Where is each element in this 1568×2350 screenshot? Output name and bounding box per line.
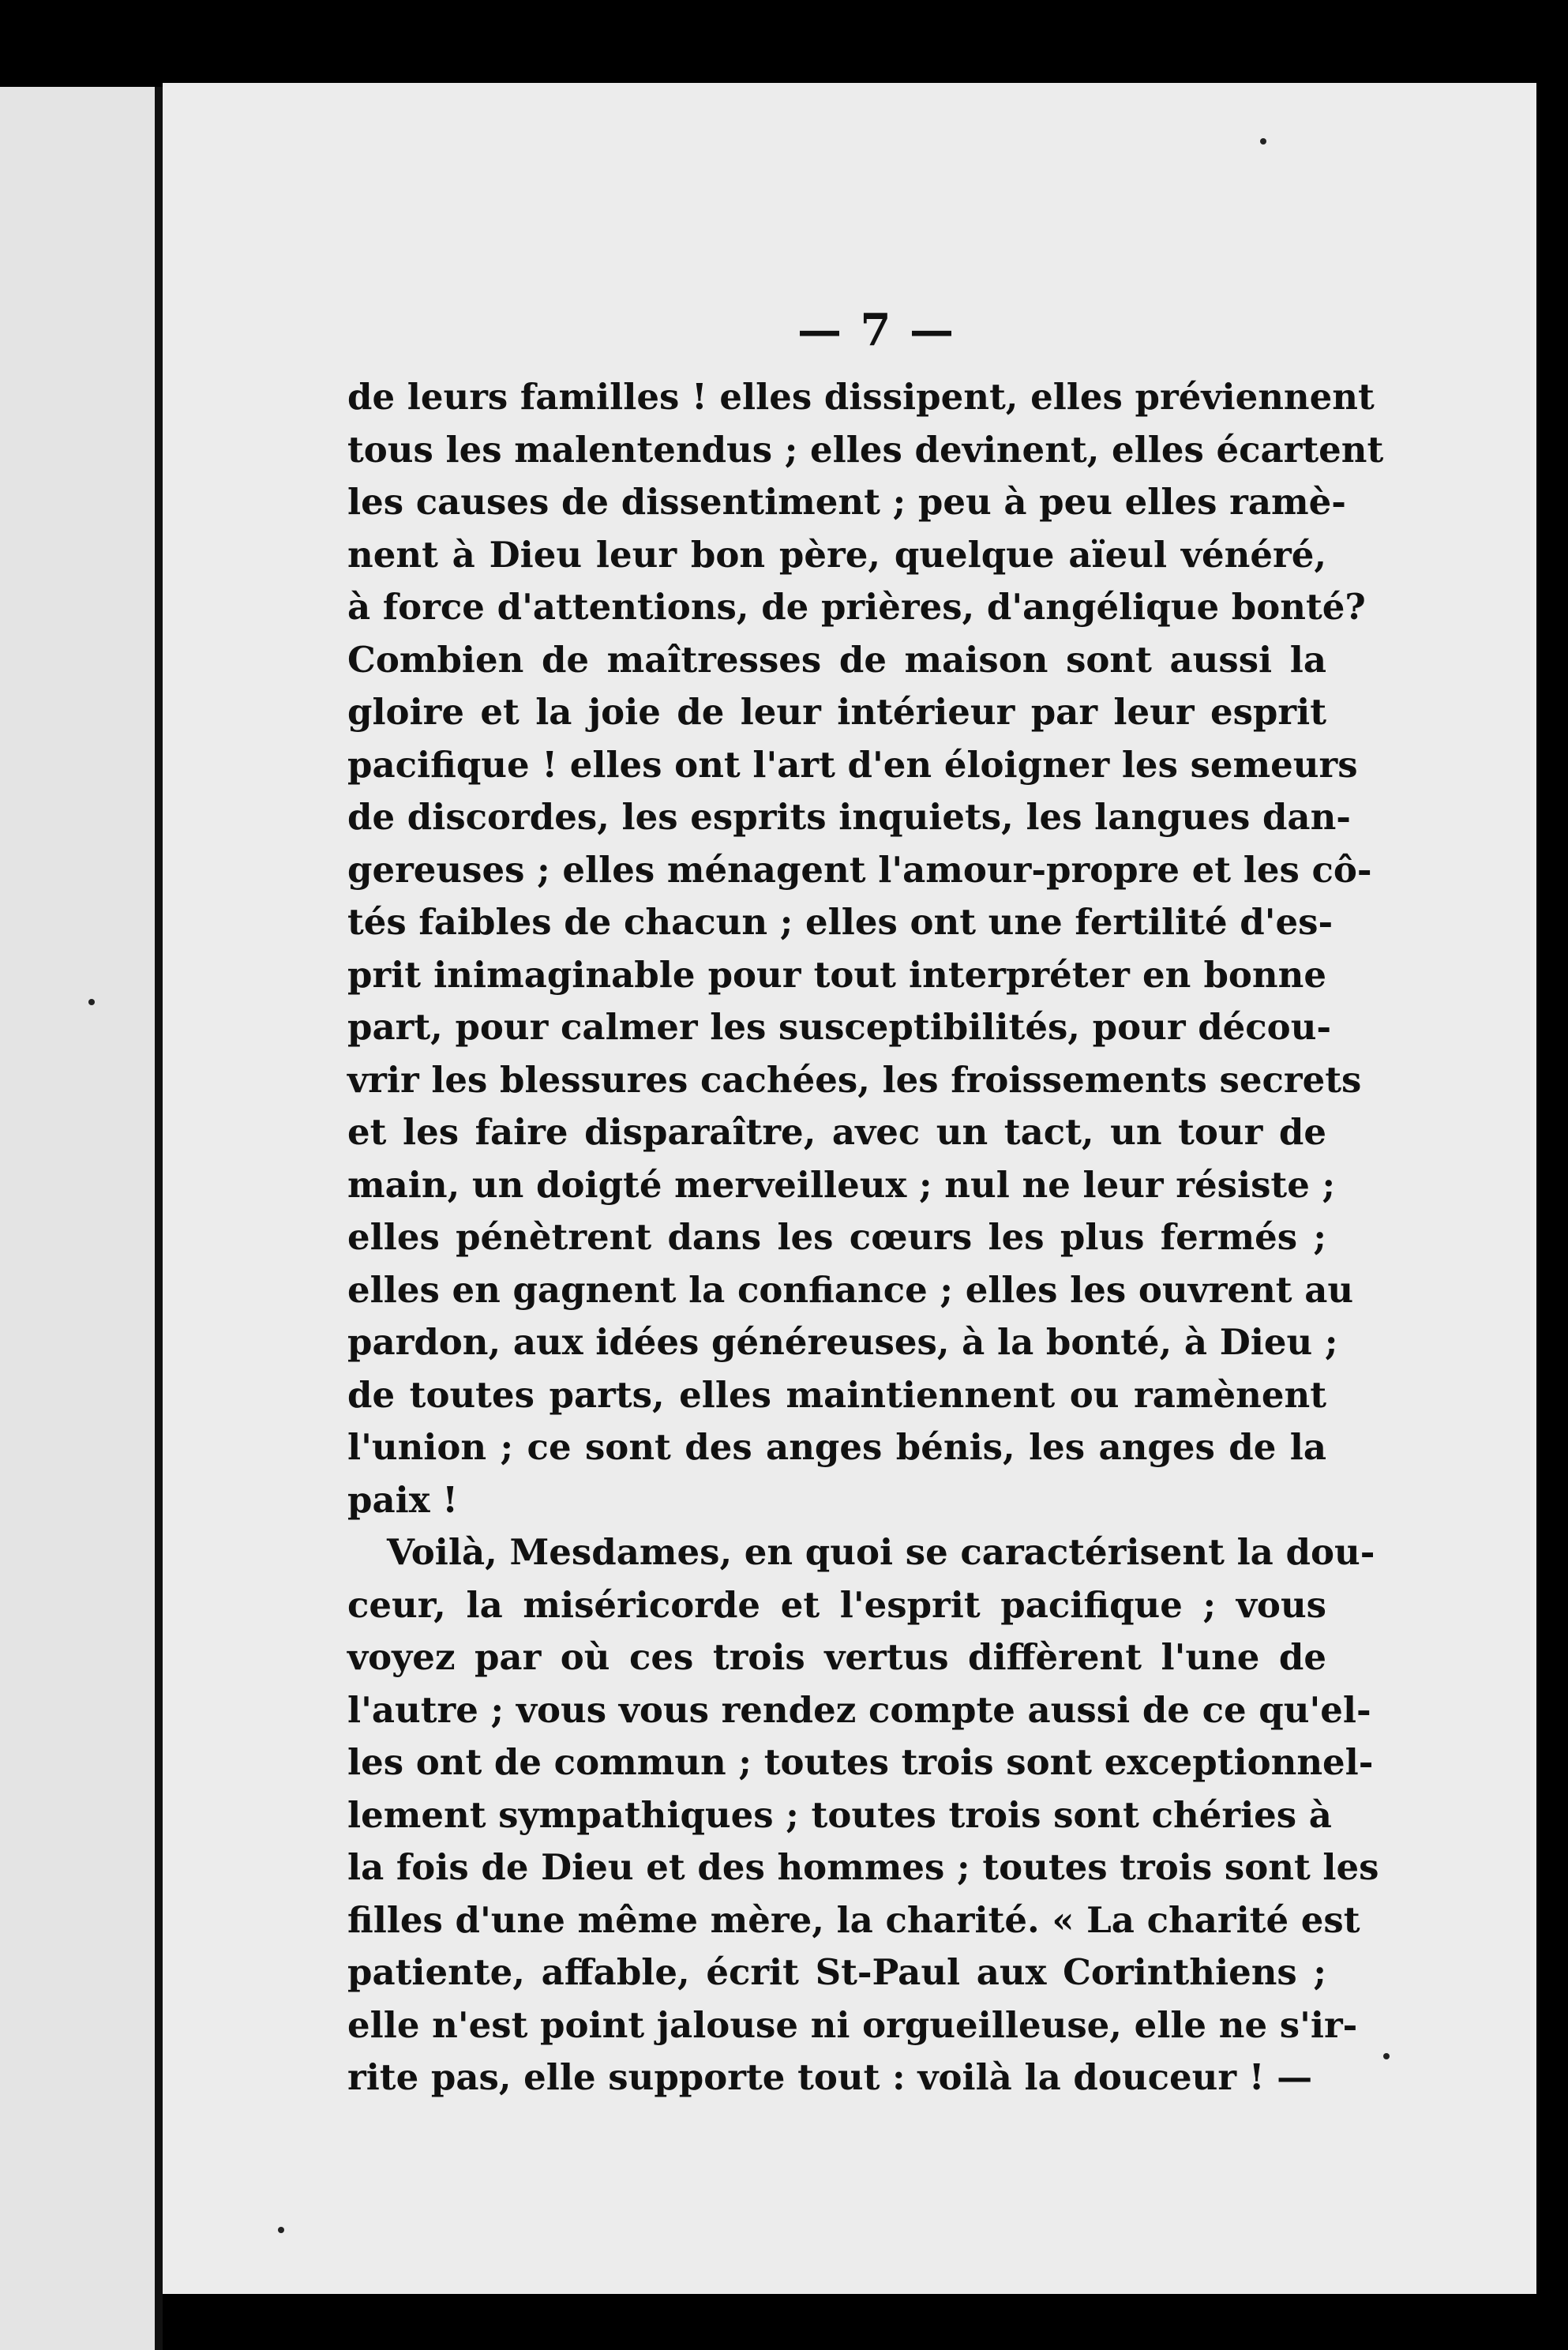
- text-line: rite pas, elle supporte tout : voilà la douceur ! —: [347, 2056, 1313, 2098]
- text-line: nent à Dieu leur bon père, quelque aïeul vénéré,: [347, 533, 1326, 576]
- text-line: gereuses ; elles ménagent l'amour-propre et les cô-: [347, 848, 1372, 891]
- text-line: tés faibles de chacun ; elles ont une fertilité d'es-: [347, 901, 1334, 943]
- text-line: Voilà, Mesdames, en quoi se caractérisent la dou-: [387, 1531, 1375, 1573]
- text-line: à force d'attentions, de prières, d'angélique bonté?: [347, 586, 1366, 628]
- text-line: la fois de Dieu et des hommes ; toutes trois sont les: [347, 1846, 1379, 1888]
- text-line: elles pénètrent dans les cœurs les plus fermés ;: [347, 1216, 1326, 1258]
- binding-shadow: [155, 87, 163, 2350]
- text-line: tous les malentendus ; elles devinent, elles écartent: [347, 428, 1384, 471]
- text-line: lement sympathiques ; toutes trois sont chéries à: [347, 1793, 1332, 1836]
- text-line: de leurs familles ! elles dissipent, elles préviennent: [347, 376, 1375, 418]
- text-line: prit inimaginable pour tout interpréter en bonne: [347, 953, 1326, 996]
- text-line: les ont de commun ; toutes trois sont exceptionnel-: [347, 1741, 1374, 1783]
- text-line: vrir les blessures cachées, les froissements secrets: [347, 1058, 1362, 1101]
- page-number: — 7 —: [797, 304, 955, 356]
- text-line: filles d'une même mère, la charité. « La charité est: [347, 1898, 1360, 1941]
- text-line: gloire et la joie de leur intérieur par leur esprit: [347, 691, 1326, 733]
- text-line: l'autre ; vous vous rendez compte aussi de ce qu'el-: [347, 1688, 1371, 1731]
- speck: [88, 999, 95, 1005]
- left-page-edge: [0, 87, 158, 2350]
- text-line: les causes de dissentiment ; peu à peu elles ramè-: [347, 481, 1346, 523]
- text-line: pardon, aux idées généreuses, à la bonté, à Dieu ;: [347, 1321, 1338, 1363]
- text-line: elle n'est point jalouse ni orgueilleuse, elle ne s'ir-: [347, 2003, 1358, 2046]
- text-line: paix !: [347, 1478, 458, 1521]
- text-line: ceur, la miséricorde et l'esprit pacifique ; vous: [347, 1583, 1326, 1626]
- text-line: patiente, affable, écrit St-Paul aux Corinthiens ;: [347, 1951, 1326, 1993]
- speck: [1260, 138, 1266, 145]
- speck: [278, 2227, 284, 2233]
- text-line: part, pour calmer les susceptibilités, pour décou-: [347, 1006, 1332, 1048]
- text-line: voyez par où ces trois vertus diffèrent l'une de: [347, 1636, 1326, 1678]
- paragraph-1: [347, 371, 1384, 1526]
- text-line: l'union ; ce sont des anges bénis, les anges de la: [347, 1426, 1326, 1468]
- text-line: elles en gagnent la confiance ; elles les ouvrent au: [347, 1268, 1354, 1311]
- body-text: [347, 371, 1384, 2104]
- text-line: de discordes, les esprits inquiets, les langues dan-: [347, 796, 1351, 838]
- paragraph-2: [347, 1526, 1379, 2104]
- speck: [1383, 2053, 1390, 2059]
- text-line: de toutes parts, elles maintiennent ou ramènent: [347, 1373, 1326, 1416]
- text-line: Combien de maîtresses de maison sont aussi la: [347, 638, 1326, 681]
- text-line: et les faire disparaître, avec un tact, un tour de: [347, 1111, 1326, 1153]
- text-line: pacifique ! elles ont l'art d'en éloigner les semeurs: [347, 743, 1358, 786]
- text-line: main, un doigté merveilleux ; nul ne leur résiste ;: [347, 1163, 1336, 1206]
